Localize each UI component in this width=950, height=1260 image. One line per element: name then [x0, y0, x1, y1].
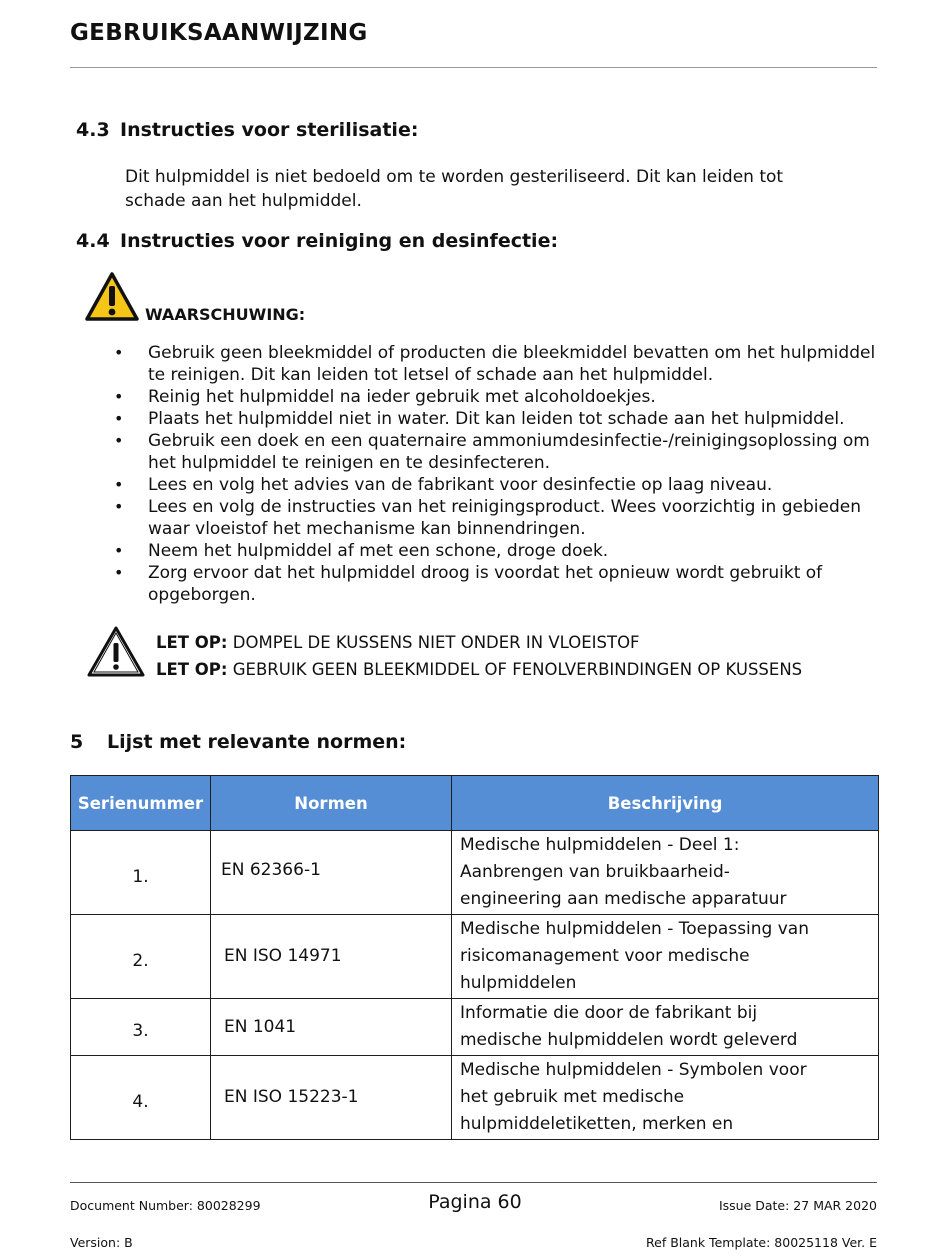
description-line: het gebruik met medische: [460, 1087, 685, 1107]
list-item: • Zorg ervoor dat het hulpmiddel droog is voordat het opnieuw wordt gebruikt of opgeborgen.: [110, 562, 890, 606]
issue-date: Issue Date: 27 MAR 2020: [718, 1198, 877, 1213]
table-row: [71, 915, 879, 999]
text-line: Dit hulpmiddel is niet bedoeld om te worden gesteriliseerd. Dit kan leiden tot: [125, 167, 784, 187]
list-item: • Plaats het hulpmiddel niet in water. Dit kan leiden tot schade aan het hulpmiddel.: [110, 408, 890, 430]
table-header-row: [71, 776, 879, 831]
section-number: 4.4: [76, 230, 110, 252]
description-cell: [452, 915, 879, 999]
description-cell: [452, 1056, 879, 1140]
section-title: Instructies voor sterilisatie:: [120, 119, 419, 141]
section-number: 5: [70, 731, 84, 753]
document-number: Document Number: 80028299: [70, 1198, 261, 1213]
sterilisation-text: [125, 165, 783, 213]
column-header-serial: Serienummer: [71, 776, 211, 831]
description-cell: [452, 999, 879, 1056]
serial-cell: 3.: [71, 999, 211, 1056]
standards-table: [70, 775, 879, 1140]
list-item: • Reinig het hulpmiddel na ieder gebruik met alcoholdoekjes.: [110, 386, 890, 408]
warning-triangle-icon: [84, 271, 140, 323]
list-item: • Lees en volg de instructies van het reinigingsproduct. Wees voorzichtig in gebieden waar vloeistof het mechanisme kan binnendringen.: [110, 496, 890, 540]
caution-label: LET OP:: [156, 660, 228, 679]
warning-label: WAARSCHUWING:: [145, 305, 306, 324]
serial-cell: 2.: [71, 915, 211, 999]
section-number: 4.3: [76, 119, 110, 141]
description-line: Medische hulpmiddelen - Symbolen voor: [460, 1060, 807, 1080]
serial-cell: 4.: [71, 1056, 211, 1140]
footer-divider: [70, 1182, 877, 1183]
section-title: Lijst met relevante normen:: [107, 731, 407, 753]
header-divider: [70, 67, 877, 68]
section-title: Instructies voor reiniging en desinfectie:: [120, 230, 559, 252]
caution-label: LET OP:: [156, 633, 228, 652]
caution-line: [156, 656, 802, 683]
list-item: • Gebruik geen bleekmiddel of producten die bleekmiddel bevatten om het hulpmiddel te reinigen. Dit kan leiden tot letsel of schade aan het hulpmiddel.: [110, 342, 890, 386]
section-4-4-heading: [76, 230, 558, 252]
description-line: engineering aan medische apparatuur: [460, 889, 787, 909]
column-header-description: Beschrijving: [452, 776, 879, 831]
norm-cell: EN 1041: [211, 999, 452, 1056]
description-line: Informatie die door de fabrikant bij: [460, 1003, 758, 1023]
caution-text: GEBRUIK GEEN BLEEKMIDDEL OF FENOLVERBINDINGEN OP KUSSENS: [227, 660, 803, 679]
list-item: • Neem het hulpmiddel af met een schone, droge doek.: [110, 540, 890, 562]
description-line: Medische hulpmiddelen - Deel 1:: [460, 835, 740, 855]
caution-line: [156, 629, 802, 656]
serial-cell: 1.: [71, 831, 211, 915]
page-number: Pagina 60: [428, 1191, 522, 1213]
table-row: [71, 1056, 879, 1140]
version: Version: B: [70, 1235, 133, 1250]
section-5-heading: [70, 731, 406, 753]
norm-cell: EN 62366-1: [211, 831, 452, 915]
document-title: GEBRUIKSAANWIJZING: [70, 20, 368, 46]
norm-cell: EN ISO 14971: [211, 915, 452, 999]
table-row: [71, 999, 879, 1056]
caution-notes: [156, 629, 802, 683]
norm-cell: EN ISO 15223-1: [211, 1056, 452, 1140]
cleaning-instructions-list: [110, 342, 890, 606]
column-header-norms: Normen: [211, 776, 452, 831]
description-line: Aanbrengen van bruikbaarheid-: [460, 862, 730, 882]
description-cell: [452, 831, 879, 915]
template-reference: Ref Blank Template: 80025118 Ver. E: [646, 1235, 877, 1250]
description-line: medische hulpmiddelen wordt geleverd: [460, 1030, 798, 1050]
description-line: risicomanagement voor medische: [460, 946, 750, 966]
list-item: • Lees en volg het advies van de fabrikant voor desinfectie op laag niveau.: [110, 474, 890, 496]
description-line: hulpmiddeletiketten, merken en: [460, 1114, 734, 1134]
caution-text: DOMPEL DE KUSSENS NIET ONDER IN VLOEISTOF: [227, 633, 640, 652]
description-line: Medische hulpmiddelen - Toepassing van: [460, 919, 809, 939]
description-line: hulpmiddelen: [460, 973, 577, 993]
list-item: • Gebruik een doek en een quaternaire ammoniumdesinfectie-/reinigingsoplossing om het hulpmiddel te reinigen en te desinfecteren.: [110, 430, 890, 474]
text-line: schade aan het hulpmiddel.: [125, 191, 362, 211]
table-row: [71, 831, 879, 915]
section-4-3-heading: [76, 119, 418, 141]
caution-triangle-icon: [86, 625, 146, 679]
